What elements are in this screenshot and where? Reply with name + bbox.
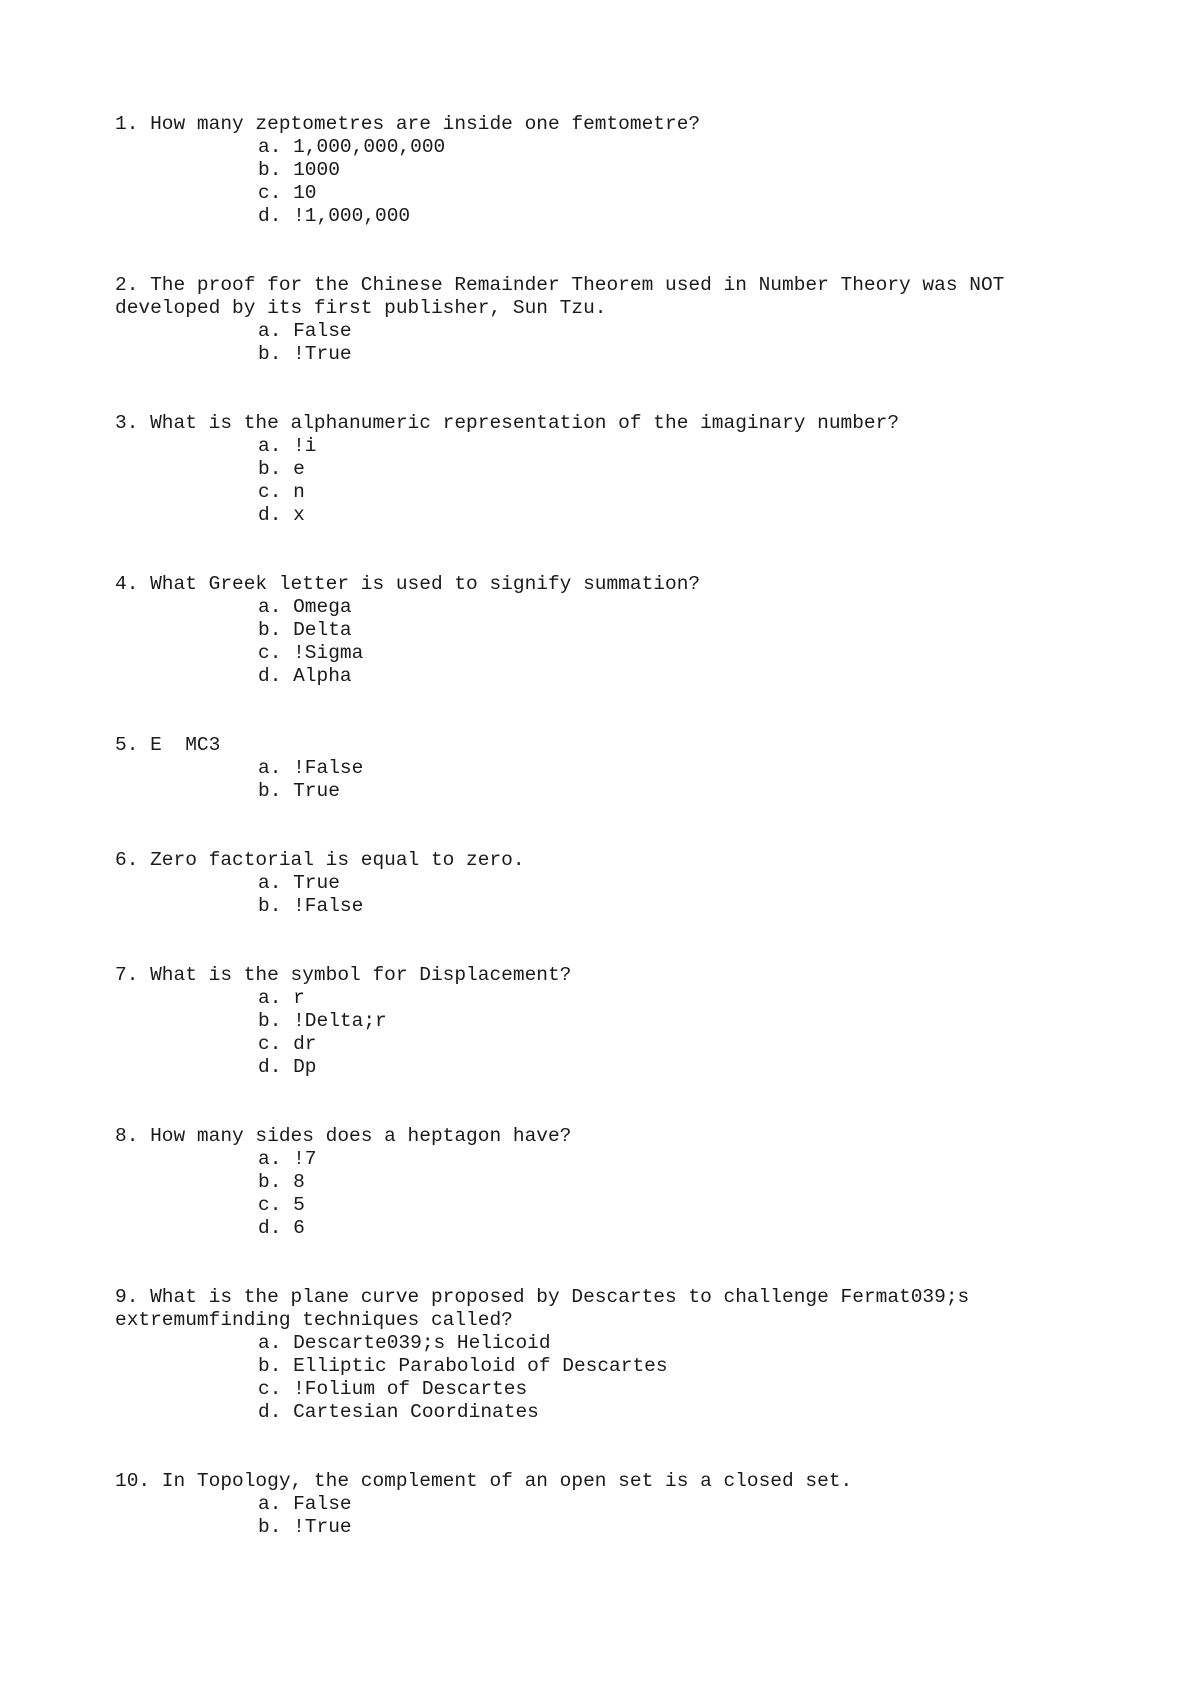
answer-option: b. !False bbox=[258, 895, 364, 917]
answer-option: c. !Sigma bbox=[258, 642, 364, 664]
answer-option: a. True bbox=[258, 872, 340, 894]
answer-options bbox=[115, 987, 1075, 1079]
question-block bbox=[115, 1470, 1075, 1539]
answer-option: b. e bbox=[258, 458, 305, 480]
question-block bbox=[115, 1125, 1075, 1240]
answer-options bbox=[115, 1148, 1075, 1240]
question-text: 3. What is the alphanumeric representation of the imaginary number? bbox=[115, 412, 900, 434]
question-text: 1. How many zeptometres are inside one femtometre? bbox=[115, 113, 701, 135]
question-block bbox=[115, 113, 1075, 228]
answer-options bbox=[115, 757, 1075, 803]
answer-option: b. Elliptic Paraboloid of Descartes bbox=[258, 1355, 668, 1377]
question-text: 9. What is the plane curve proposed by Descartes to challenge Fermat039;s extremumfinding techniques called? bbox=[115, 1286, 981, 1331]
question-block bbox=[115, 849, 1075, 918]
answer-option: b. !Delta;r bbox=[258, 1010, 387, 1032]
question-text: 2. The proof for the Chinese Remainder Theorem used in Number Theory was NOT developed by its first publisher, Sun Tzu. bbox=[115, 274, 1017, 319]
answer-option: d. Cartesian Coordinates bbox=[258, 1401, 539, 1423]
answer-option: a. !7 bbox=[258, 1148, 317, 1170]
question-block bbox=[115, 573, 1075, 688]
answer-option: a. !i bbox=[258, 435, 317, 457]
answer-option: c. !Folium of Descartes bbox=[258, 1378, 528, 1400]
answer-option: a. 1,000,000,000 bbox=[258, 136, 446, 158]
answer-option: b. 1000 bbox=[258, 159, 340, 181]
answer-option: a. False bbox=[258, 1493, 352, 1515]
answer-option: b. Delta bbox=[258, 619, 352, 641]
answer-options bbox=[115, 136, 1075, 228]
question-block bbox=[115, 964, 1075, 1079]
question-block bbox=[115, 274, 1075, 366]
answer-option: b. !True bbox=[258, 1516, 352, 1538]
question-text: 4. What Greek letter is used to signify summation? bbox=[115, 573, 701, 595]
answer-options bbox=[115, 320, 1075, 366]
answer-option: b. True bbox=[258, 780, 340, 802]
answer-options bbox=[115, 435, 1075, 527]
answer-option: d. Dp bbox=[258, 1056, 317, 1078]
answer-option: c. 5 bbox=[258, 1194, 305, 1216]
answer-options bbox=[115, 872, 1075, 918]
question-block bbox=[115, 734, 1075, 803]
answer-options bbox=[115, 1493, 1075, 1539]
question-text: 7. What is the symbol for Displacement? bbox=[115, 964, 572, 986]
quiz-content bbox=[115, 113, 1075, 1585]
answer-option: d. x bbox=[258, 504, 305, 526]
answer-options bbox=[115, 1332, 1075, 1424]
answer-option: c. 10 bbox=[258, 182, 317, 204]
question-text: 5. E MC3 bbox=[115, 734, 221, 756]
answer-option: a. !False bbox=[258, 757, 364, 779]
answer-option: a. False bbox=[258, 320, 352, 342]
question-text: 6. Zero factorial is equal to zero. bbox=[115, 849, 525, 871]
answer-option: a. r bbox=[258, 987, 305, 1009]
answer-option: b. 8 bbox=[258, 1171, 305, 1193]
question-block bbox=[115, 412, 1075, 527]
answer-option: d. !1,000,000 bbox=[258, 205, 411, 227]
question-text: 8. How many sides does a heptagon have? bbox=[115, 1125, 572, 1147]
answer-option: d. Alpha bbox=[258, 665, 352, 687]
question-block bbox=[115, 1286, 1075, 1424]
answer-options bbox=[115, 596, 1075, 688]
answer-option: b. !True bbox=[258, 343, 352, 365]
answer-option: a. Omega bbox=[258, 596, 352, 618]
answer-option: d. 6 bbox=[258, 1217, 305, 1239]
answer-option: c. n bbox=[258, 481, 305, 503]
answer-option: a. Descarte039;s Helicoid bbox=[258, 1332, 551, 1354]
answer-option: c. dr bbox=[258, 1033, 317, 1055]
question-text: 10. In Topology, the complement of an open set is a closed set. bbox=[115, 1470, 853, 1492]
